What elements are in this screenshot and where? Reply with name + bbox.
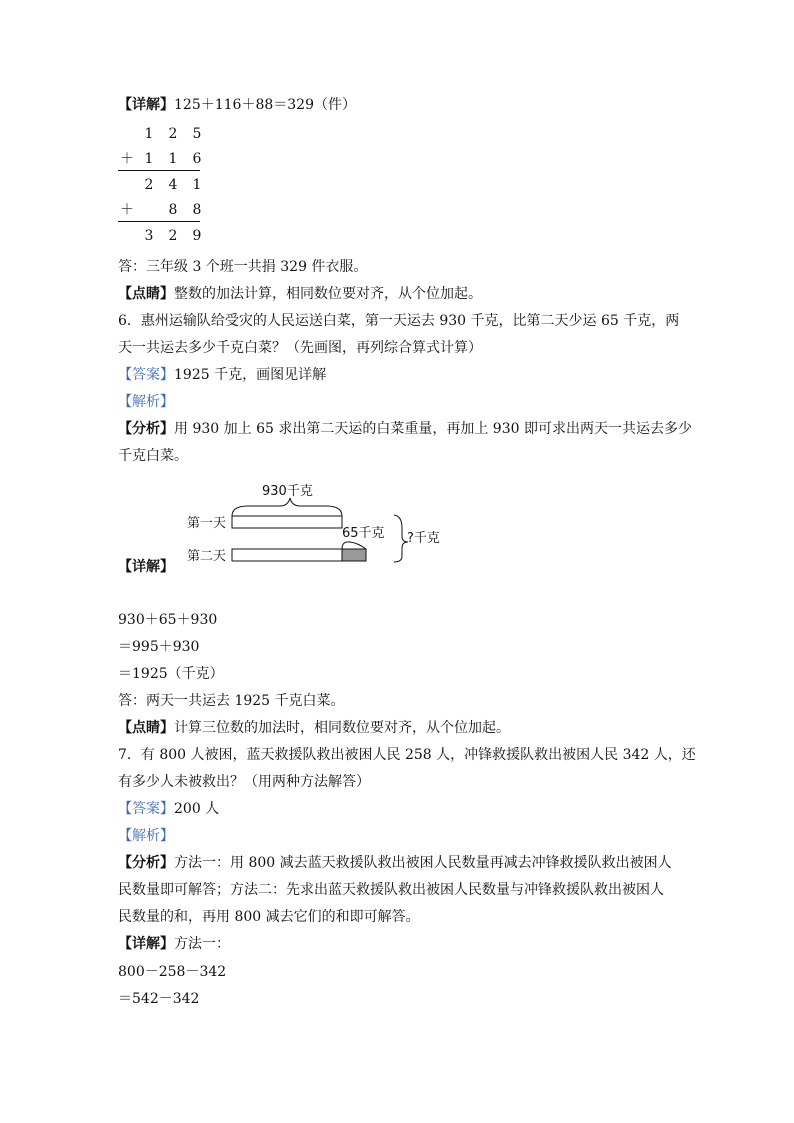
calc6-step-2: ＝995＋930 (118, 639, 200, 655)
q7-line-2: 有多少人未被救出？（用两种方法解答） (118, 774, 370, 790)
vc-r4-tens: 8 (168, 202, 178, 218)
q7-line-1: 7．有 800 人被困，蓝天救援队救出被困人民 258 人，冲锋救援队救出被困人民 342 人，还 (118, 747, 696, 763)
vc-r2-tens: 1 (168, 151, 178, 167)
q7-answer-text: 200 人 (174, 801, 220, 817)
vc-r3-hundreds: 2 (144, 177, 154, 193)
answer-text-6: 答：两天一共运去 1925 千克白菜。 (118, 693, 345, 709)
vc-rule-2 (118, 221, 200, 222)
q7-analysis-text-1: 方法一：用 800 减去蓝天救援队救出被困人民数量再减去冲锋救援队救出被困人 (174, 855, 672, 871)
brace-total (394, 515, 408, 562)
vc-r3-tens: 4 (168, 177, 178, 193)
vc-rule-1 (118, 170, 200, 171)
vc-plus-1: ＋ (120, 151, 134, 167)
point-text: 整数的加法计算，相同数位要对齐，从个位加起。 (174, 286, 482, 302)
q7-analysis-tag: 【解析】 (118, 828, 174, 844)
q7-analysis-line-1 (118, 853, 672, 873)
q6-line-2: 天一共运去多少千克白菜？（先画图，再列综合算式计算） (118, 340, 482, 356)
calc6-step-3: ＝1925（千克） (118, 666, 224, 682)
q7-detail-line (118, 934, 230, 954)
vc-r4-ones: 8 (192, 202, 202, 218)
answer-tag: 【答案】 (118, 367, 174, 383)
point-line-1 (118, 284, 482, 304)
vc-r1-ones: 5 (192, 126, 202, 142)
analysis-tag: 【分析】 (118, 421, 174, 437)
point-tag: 【点睛】 (118, 286, 174, 302)
brace-top (232, 498, 342, 516)
q7-answer-line (118, 799, 219, 819)
detail-tag-6: 【详解】 (118, 559, 174, 575)
q6-answer-text: 1925 千克，画图见详解 (174, 367, 327, 383)
vertical-calculation (118, 124, 208, 249)
calc7-step-2: ＝542－342 (118, 991, 200, 1007)
detail-tag: 【详解】 (118, 97, 174, 113)
calc6-step-1: 930＋65＋930 (118, 612, 218, 628)
vc-r1-hundreds: 1 (144, 126, 154, 142)
vc-r1-tens: 2 (168, 126, 178, 142)
vc-r5-tens: 2 (168, 228, 178, 244)
label-day1: 第一天 (187, 516, 227, 531)
detail-line-1 (118, 95, 356, 115)
label-total: ?千克 (407, 531, 440, 546)
vc-plus-2: ＋ (120, 202, 134, 218)
calc7-step-1: 800－258－342 (118, 964, 227, 980)
segment-diagram (180, 476, 460, 572)
vc-r5-ones: 9 (192, 228, 202, 244)
label-930: 930千克 (262, 484, 313, 499)
vc-r2-ones: 6 (192, 151, 202, 167)
vc-r3-ones: 1 (192, 177, 202, 193)
q6-analysis-tag: 【解析】 (118, 394, 174, 410)
bar-day1 (232, 516, 342, 528)
point-tag-6: 【点睛】 (118, 720, 174, 736)
label-day2: 第二天 (187, 549, 227, 564)
q6-line-1: 6．惠州运输队给受灾的人民运送白菜，第一天运去 930 千克，比第二天少运 65 千克，两 (118, 313, 680, 329)
answer-tag-7: 【答案】 (118, 801, 174, 817)
analysis-text-1: 用 930 加上 65 求出第二天运的白菜重量，再加上 930 即可求出两天一共运去多少 (174, 421, 692, 437)
q7-analysis-line-2: 民数量即可解答；方法二：先求出蓝天救援队救出被困人民数量与冲锋救援队救出被困人 (118, 882, 664, 898)
analysis-tag-7: 【分析】 (118, 855, 174, 871)
detail-tag-7: 【详解】 (118, 936, 174, 952)
detail-equation: 125＋116＋88＝329（件） (174, 97, 356, 113)
q6-analysis-line-1 (118, 419, 692, 439)
q6-analysis-line-2: 千克白菜。 (118, 448, 188, 464)
q6-answer-line (118, 365, 326, 385)
bar-day2-extra (342, 549, 366, 561)
point-text-6: 计算三位数的加法时，相同数位要对齐，从个位加起。 (174, 720, 510, 736)
vc-r5-hundreds: 3 (144, 228, 154, 244)
answer-text-1: 答：三年级 3 个班一共捐 329 件衣服。 (118, 259, 368, 275)
vc-r2-hundreds: 1 (144, 151, 154, 167)
brace-extra (342, 542, 366, 549)
label-65: 65千克 (342, 526, 385, 541)
point-line-6 (118, 718, 510, 738)
q7-analysis-line-3: 民数量的和，再用 800 减去它们的和即可解答。 (118, 909, 420, 925)
q7-detail-text: 方法一： (174, 936, 230, 952)
